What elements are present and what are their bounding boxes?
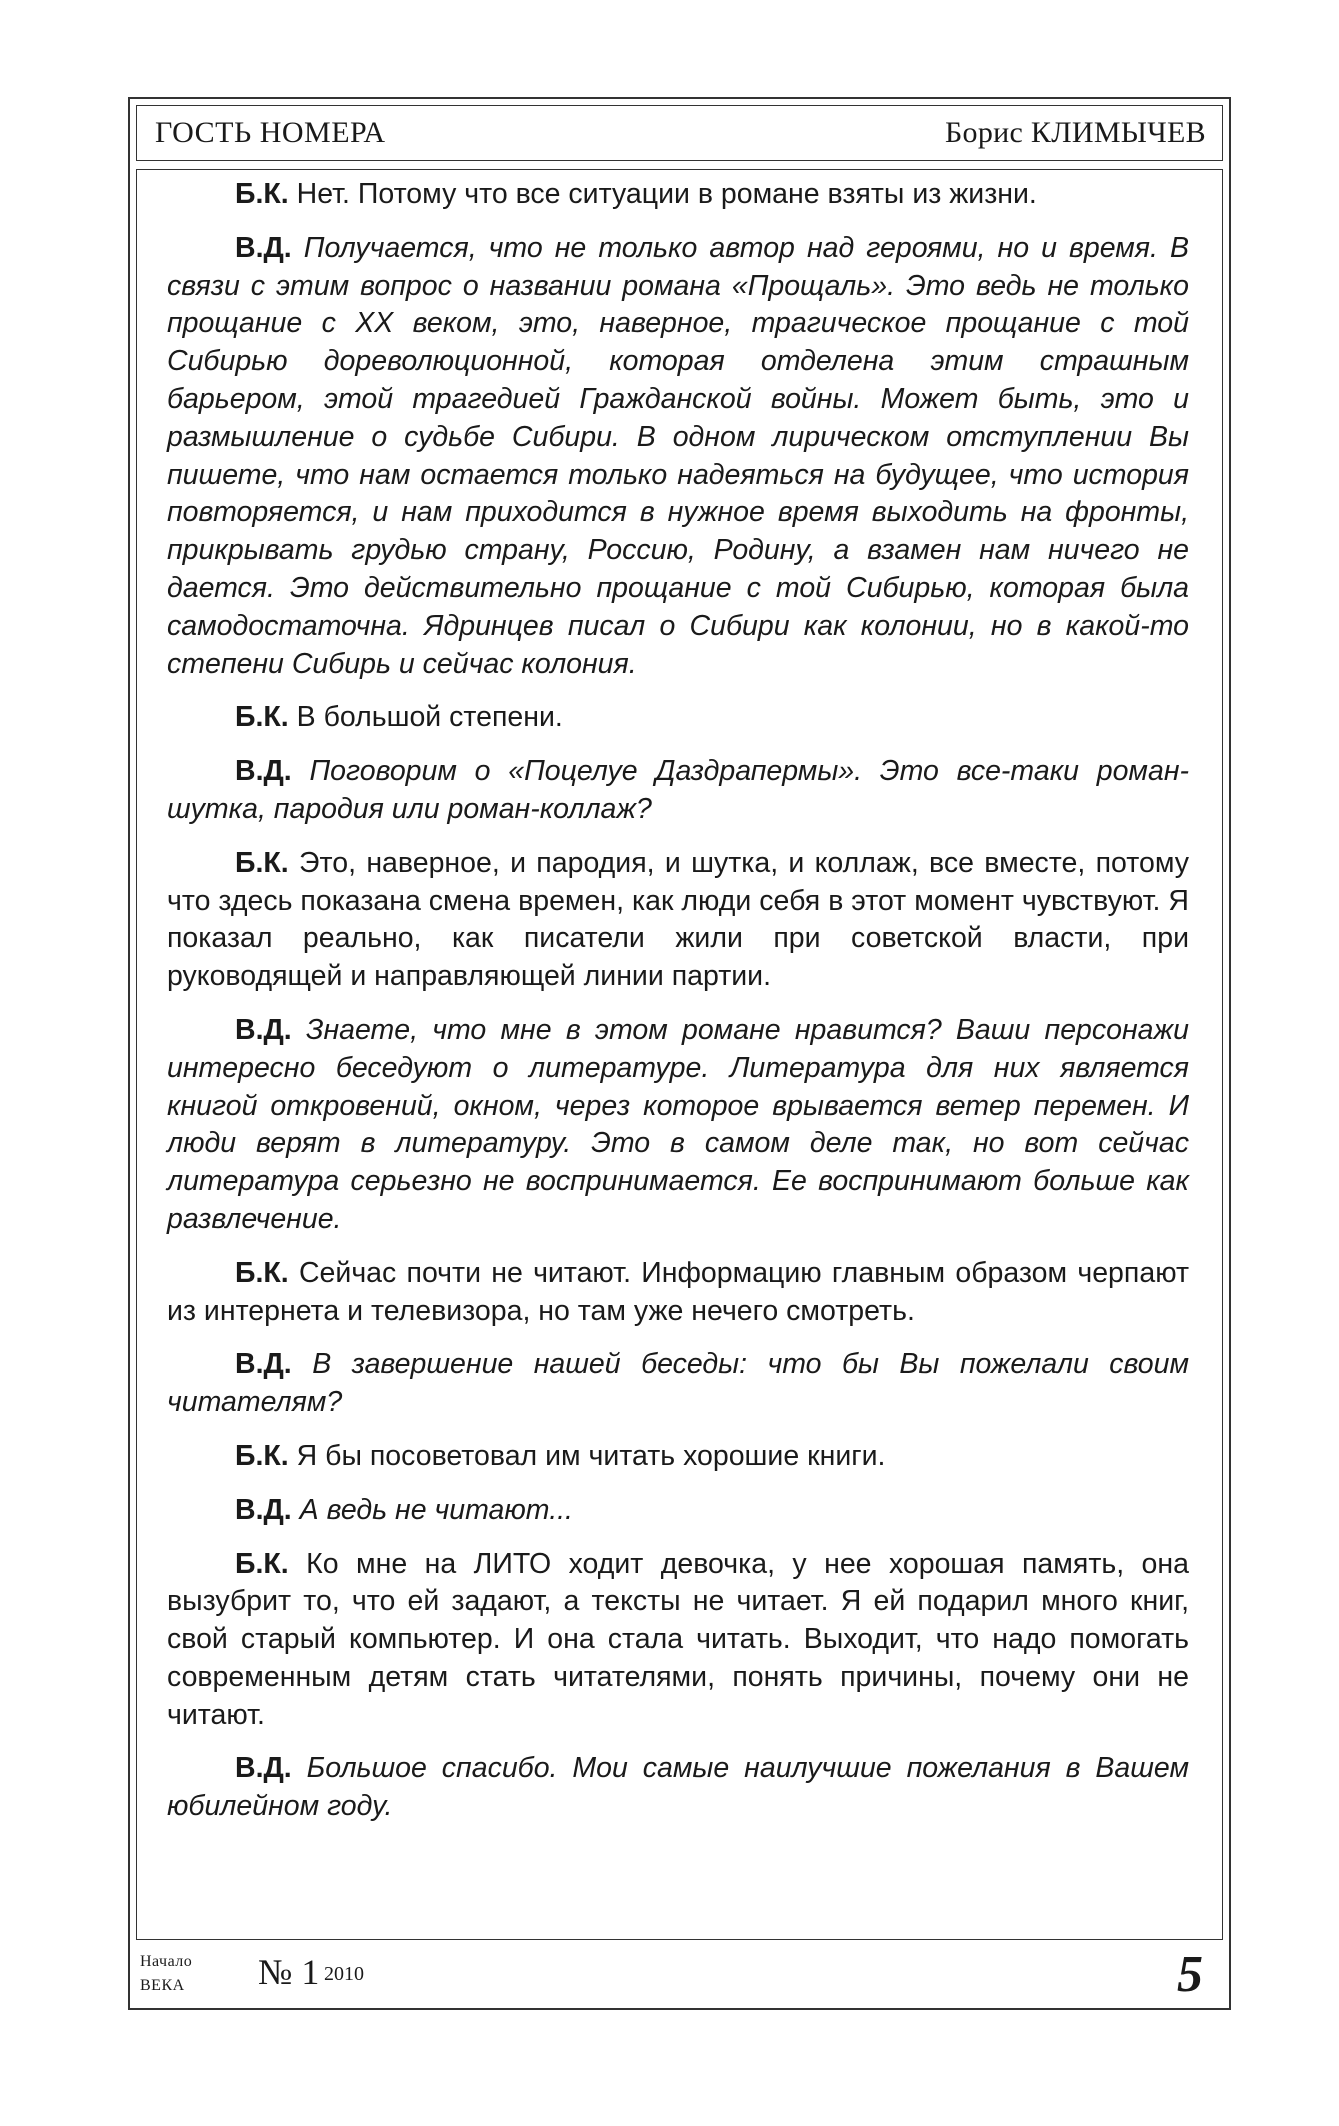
speaker-label: Б.К. xyxy=(235,1547,289,1580)
paragraph xyxy=(167,176,1189,214)
magazine-logo-line-1: Начало xyxy=(140,1953,193,1970)
interview-text xyxy=(167,176,1189,1842)
paragraph xyxy=(167,1750,1189,1826)
running-header xyxy=(136,105,1223,161)
speaker-label: Б.К. xyxy=(235,846,289,879)
speaker-label: В.Д. xyxy=(235,1493,292,1526)
question-text: В завершение нашей беседы: что бы Вы пожелали своим читателям? xyxy=(167,1348,1189,1419)
paragraph xyxy=(167,1438,1189,1476)
answer-text: Это, наверное, и пародия, и шутка, и коллаж, все вместе, потому что здесь показана смена времен, как люди себя в этот момент чувствуют. Я показал реально, как писатели жили при советской власти, при руководящей и направляющей линии партии. xyxy=(167,846,1189,993)
speaker-label: Б.К. xyxy=(235,701,289,734)
article-content-frame xyxy=(136,169,1223,1940)
paragraph xyxy=(167,1255,1189,1331)
answer-text: Сейчас почти не читают. Информацию главным образом черпают из интернета и телевизора, но там уже нечего смотреть. xyxy=(167,1256,1189,1327)
issue-number: № 1 xyxy=(258,1952,320,1992)
speaker-label: В.Д. xyxy=(235,1752,292,1785)
answer-text: Нет. Потому что все ситуации в романе взяты из жизни. xyxy=(296,178,1037,210)
magazine-logo-line-2: ВЕКА xyxy=(140,1977,185,1994)
speaker-label: Б.К. xyxy=(235,178,289,210)
issue-year: 2010 xyxy=(324,1963,364,1985)
question-text: Большое спасибо. Мои самые наилучшие пожелания в Вашем юбилейном году. xyxy=(167,1752,1190,1823)
answer-text: Я бы посоветовал им читать хорошие книги. xyxy=(296,1439,886,1472)
speaker-label: В.Д. xyxy=(235,1013,292,1046)
paragraph xyxy=(167,699,1189,737)
page-number: 5 xyxy=(1177,1946,1203,2003)
paragraph xyxy=(167,845,1189,996)
paragraph xyxy=(167,1012,1189,1239)
answer-text: В большой степени. xyxy=(296,701,563,734)
running-footer xyxy=(136,1947,1223,2003)
section-title: ГОСТЬ НОМЕРА xyxy=(155,116,386,149)
question-text: А ведь не читают... xyxy=(299,1493,573,1526)
paragraph xyxy=(167,230,1189,684)
question-text: Получается, что не только автор над героями, но и время. В связи с этим вопрос о названии романа «Прощаль». Это ведь не только прощание с XX веком, это, наверное, трагическое прощание с той Сибирью дореволюционной, которая отделена этим страшным барьером, этой трагедией Гражданской войны. Может быть, это и размышление о судьбе Сибири. В одном лирическом отступлении Вы пишете, что нам остается только надеяться на будущее, что история повторяется, и нам приходится в нужное время выходить на фронты, прикрывать грудью страну, Россию, Родину, а взамен нам ничего не дается. Это действительно прощание с той Сибирью, которая была самодостаточна. Ядринцев писал о Сибири как колонии, но в какой-то степени Сибирь и сейчас колония. xyxy=(167,231,1189,680)
paragraph xyxy=(167,1346,1189,1422)
question-text: Поговорим о «Поцелуе Даздрапермы». Это все-таки роман-шутка, пародия или роман-коллаж? xyxy=(167,755,1189,825)
paragraph xyxy=(167,753,1189,829)
answer-text: Ко мне на ЛИТО ходит девочка, у нее хорошая память, она вызубрит то, что ей задают, а тексты не читает. Я ей подарил много книг, свой старый компьютер. И она стала читать. Выходит, что надо помогать современным детям стать читателями, понять причины, почему они не читают. xyxy=(167,1547,1189,1731)
paragraph xyxy=(167,1546,1189,1735)
speaker-label: В.Д. xyxy=(235,1348,292,1381)
question-text: Знаете, что мне в этом романе нравится? Ваши персонажи интересно беседуют о литературе. Литература для них является книгой откровений, окном, через которое врывается ветер перемен. И люди верят в литературу. Это в самом деле так, но вот сейчас литература серьезно не воспринимается. Ее воспринимают больше как развлечение. xyxy=(167,1013,1189,1235)
speaker-label: В.Д. xyxy=(235,755,292,788)
author-name: Борис КЛИМЫЧЕВ xyxy=(945,116,1206,149)
speaker-label: Б.К. xyxy=(235,1439,289,1472)
speaker-label: В.Д. xyxy=(235,231,292,264)
paragraph xyxy=(167,1492,1189,1530)
speaker-label: Б.К. xyxy=(235,1256,289,1289)
